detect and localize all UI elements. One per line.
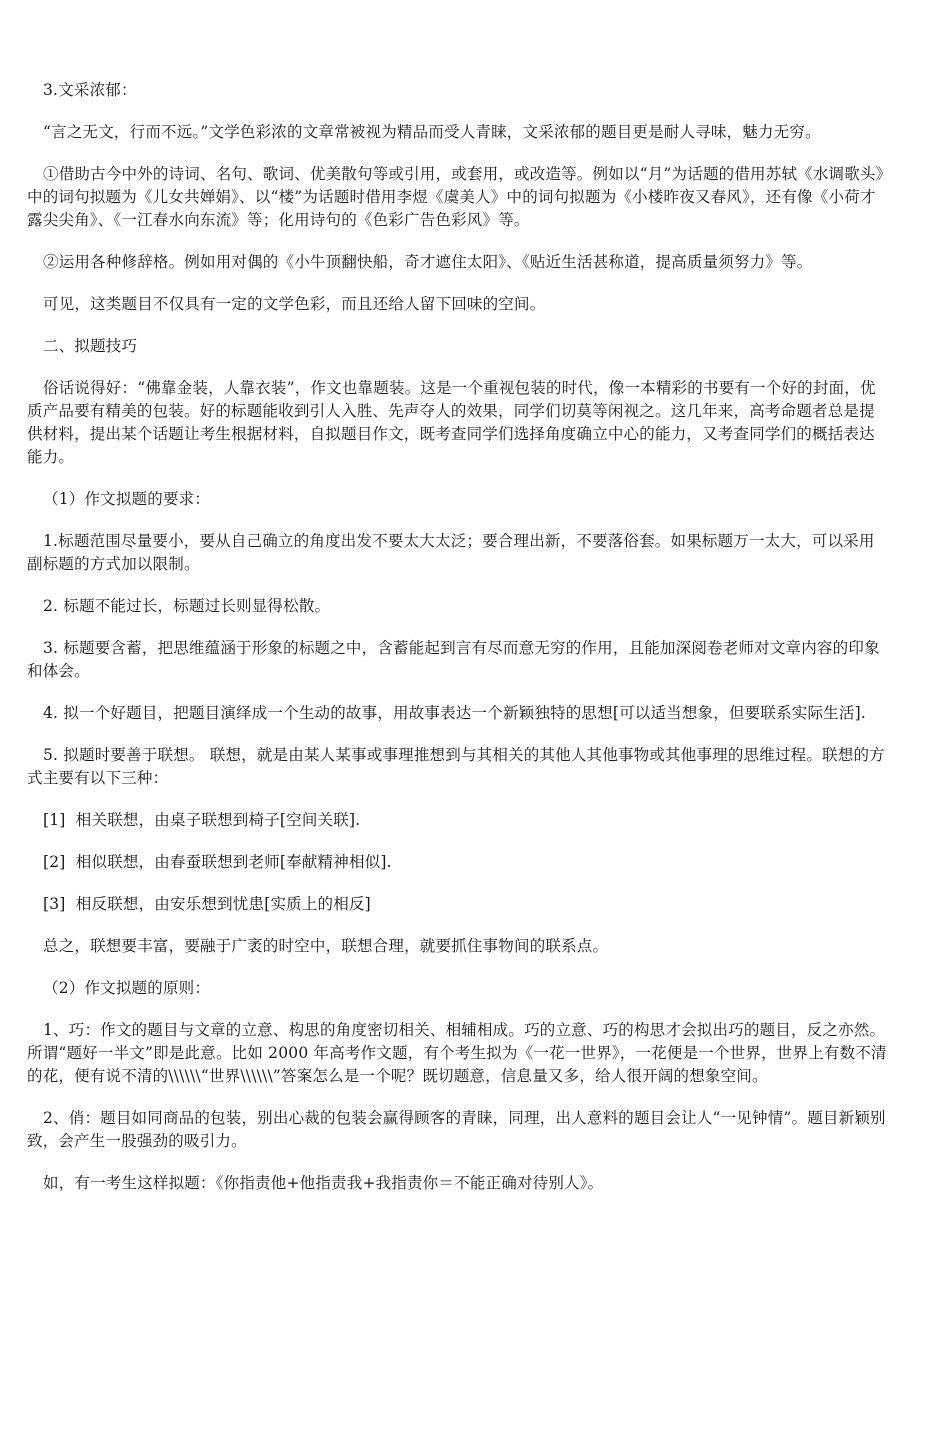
- requirement-4: 4. 拟一个好题目，把题目演绎成一个生动的故事，用故事表达一个新颖独特的思想[可以适当想象，但要联系实际生活].: [43, 704, 866, 722]
- association-1: [1] 相关联想，由桌子联想到椅子[空间关联].: [43, 811, 361, 829]
- paragraph-method-2: ②运用各种修辞格。例如用对偶的《小牛顶翻快船，奇才遮住太阳》、《贴近生活甚称道，提高质量须努力》等。: [43, 253, 813, 271]
- association-3: [3] 相反联想，由安乐想到忧患[实质上的相反]: [43, 895, 371, 913]
- paragraph-intro: 俗话说得好：“佛靠金装，人靠衣装”，作文也靠题装。这是一个重视包装的时代，像一本精彩的书要有一个好的封面，优质产品要有精美的包装。好的标题能收到引人入胜、先声夺人的效果，同学们切莫等闲视之。这几年来，高考命题者总是提供材料，提出某个话题让考生根据材料，自拟题目作文，既考查同学们选择角度确立中心的能力，又考查同学们的概括表达能力。: [27, 379, 876, 466]
- example-title: 如，有一考生这样拟题：《你指责他+他指责我+我指责你＝不能正确对待别人》。: [43, 1174, 604, 1192]
- principle-2: 2、俏：题目如同商品的包装，别出心裁的包装会赢得顾客的青睐，同理，出人意料的题目会让人“一见钟情”。题目新颖别致，会产生一股强劲的吸引力。: [27, 1109, 886, 1150]
- subheading-principles: （2）作文拟题的原则：: [43, 979, 211, 997]
- document-page: [27, 79, 887, 1214]
- paragraph-conclusion: 总之，联想要丰富，要融于广袤的时空中，联想合理，就要抓住事物间的联系点。: [43, 937, 609, 955]
- subheading-requirements: （1）作文拟题的要求：: [43, 490, 211, 508]
- requirement-5: 5. 拟题时要善于联想。 联想，就是由某人某事或事理推想到与其相关的其他人其他事物或其他事理的思维过程。联想的方式主要有以下三种：: [27, 746, 885, 787]
- section-heading-techniques: 二、拟题技巧: [43, 337, 138, 355]
- requirement-3: 3. 标题要含蓄，把思维蕴涵于形象的标题之中，含蓄能起到言有尽而意无穷的作用，且能加深阅卷老师对文章内容的印象和体会。: [27, 639, 880, 680]
- paragraph-quote: “言之无文，行而不远。”文学色彩浓的文章常被视为精品而受人青睐，文采浓郁的题目更是耐人寻味，魅力无穷。: [43, 123, 821, 141]
- requirement-1: 1.标题范围尽量要小，要从自己确立的角度出发不要太大太泛；要合理出新，不要落俗套。如果标题万一太大，可以采用副标题的方式加以限制。: [27, 532, 875, 573]
- paragraph-method-1: ①借助古今中外的诗词、名句、歌词、优美散句等或引用，或套用，或改造等。例如以“月”为话题的借用苏轼《水调歌头》中的词句拟题为《儿女共婵娟》、以“楼”为话题时借用李煜《虞美人》中的词句拟题为《小楼昨夜又春风》，还有像《小荷才露尖尖角》、《一江春水向东流》等；化用诗句的《色彩广告色彩风》等。: [27, 165, 884, 229]
- principle-1: 1、巧：作文的题目与文章的立意、构思的角度密切相关、相辅相成。巧的立意、巧的构思才会拟出巧的题目，反之亦然。所谓“题好一半文”即是此意。比如 2000 年高考作文题，有个考生拟为《一花一世界》，一花便是一个世界，世界上有数不清的花，便有说不清的\\\\\\“世界\\\\\\”答案怎么是一个呢？既切题意，信息量又多，给人很开阔的想象空间。: [27, 1021, 887, 1085]
- paragraph-summary: 可见，这类题目不仅具有一定的文学色彩，而且还给人留下回味的空间。: [43, 295, 546, 313]
- heading-wencai: 3.文采浓郁：: [43, 81, 137, 99]
- association-2: [2] 相似联想，由春蚕联想到老师[奉献精神相似].: [43, 853, 392, 871]
- requirement-2: 2. 标题不能过长，标题过长则显得松散。: [43, 597, 331, 615]
